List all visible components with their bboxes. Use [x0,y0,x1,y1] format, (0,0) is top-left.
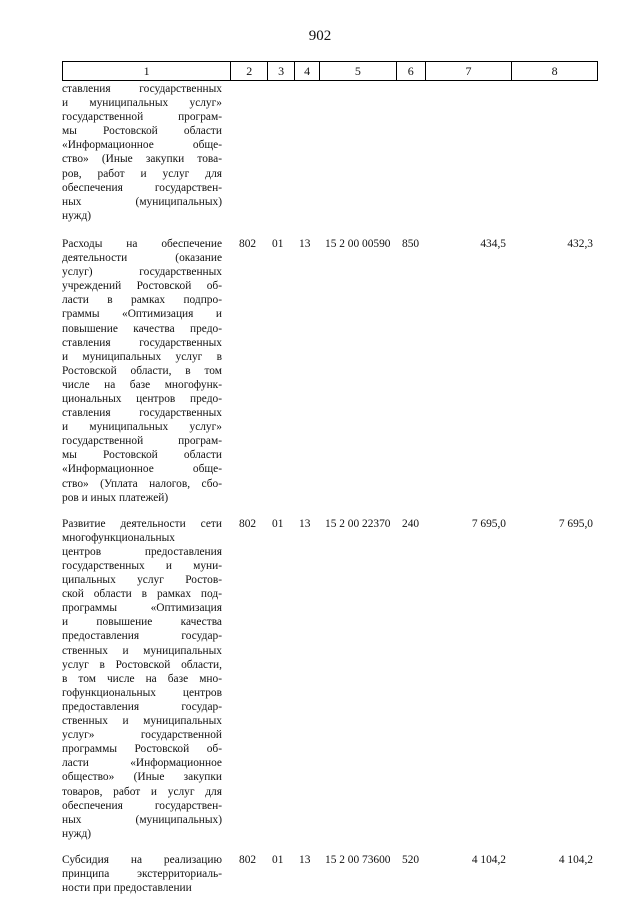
row-description [62,237,222,505]
description-line: числе на базе многофунк- [62,378,222,391]
col-5-target: 15 2 00 22370 [325,517,391,530]
description-line: ство» (Уплата налогов, сбо- [62,477,222,490]
table-row [62,237,598,505]
description-line: и повышение качества [62,616,222,629]
description-line: обеспечения государствен- [62,799,222,812]
col-2-admin: 802 [239,237,257,250]
description-line: государственной програм- [62,435,222,448]
description-line: программы «Оптимизация [62,602,222,615]
description-line: ской области в рамках под- [62,588,222,601]
description-line: ных (муниципальных) [62,195,222,208]
description-line: программы Ростовской об- [62,743,222,756]
description-line: предоставления государ- [62,630,222,643]
header-col-6: 6 [396,62,425,80]
description-line: ласти в рамках подпро- [62,294,222,307]
header-col-7: 7 [425,62,512,80]
description-line: ставления государственных [62,336,222,349]
col-3-section: 01 [272,237,284,250]
description-line: и муниципальных услуг» [62,421,222,434]
col-6-type: 850 [402,237,420,250]
table-row [62,853,598,895]
description-line: и муниципальных услуг в [62,350,222,363]
description-line: услуг в Ростовской области, [62,658,222,671]
description-line: ных (муниципальных) [62,813,222,826]
col-8-amount: 432,3 [567,237,593,250]
header-col-2: 2 [230,62,267,80]
description-line: нужд) [62,827,92,840]
description-line: мы Ростовской области [62,125,222,138]
table-row [62,517,598,841]
col-3-section: 01 [272,517,284,530]
description-line: ственных и муниципальных [62,644,222,657]
description-line: ственных и муниципальных [62,715,222,728]
description-line: товаров, работ и услуг для [62,785,222,798]
description-line: мы Ростовской области [62,449,222,462]
header-col-1: 1 [143,64,150,78]
description-line: государственных и муни- [62,560,222,572]
description-line: учреждений Ростовской об- [62,280,222,293]
description-line: циональных центров предо- [62,392,222,405]
col-3-section: 01 [272,853,284,866]
col-5-target: 15 2 00 00590 [325,237,391,250]
description-line: услуг» государственной [62,729,222,742]
description-line: Расходы на обеспечение [62,237,222,250]
col-4-subsection: 13 [299,853,311,866]
description-line: ципальных услуг Ростов- [62,574,222,587]
description-line: Ростовской области, в том [62,364,222,377]
col-2-admin: 802 [239,853,257,866]
description-line: деятельности (оказание [62,252,222,265]
description-line: ставления государственных [62,83,222,95]
description-line: ров и иных платежей) [62,491,169,504]
description-line: ласти «Информационное [62,757,222,770]
description-line: услуг) государственных [62,266,222,279]
description-line: принципа экстерриториаль- [62,867,222,880]
description-line: обеспечения государствен- [62,181,222,194]
header-col-4: 4 [294,62,319,80]
description-line: многофункциональных [62,531,175,544]
description-line: «Информационное обще- [62,463,222,476]
description-line: граммы «Оптимизация и [62,308,222,321]
description-line: гофункциональных центров [62,686,222,699]
description-line: ности при предоставлении [62,882,192,895]
description-line: нужд) [62,209,92,222]
header-col-5: 5 [319,62,396,80]
description-line: повышение качества предо- [62,322,222,335]
description-line: центров предоставления [62,545,222,558]
col-7-amount: 4 104,2 [471,853,506,866]
description-line: ство» (Иные закупки това- [62,153,222,166]
description-line: предоставления государ- [62,700,222,713]
header-col-3: 3 [267,62,294,80]
description-line: государственной програм- [62,111,222,124]
col-2-admin: 802 [239,517,257,530]
description-line: «Информационное обще- [62,139,222,152]
page-number: 902 [308,28,332,44]
description-line: и муниципальных услуг» [62,97,222,110]
col-6-type: 240 [402,517,420,530]
col-8-amount: 7 695,0 [558,517,593,530]
col-4-subsection: 13 [299,517,311,530]
col-4-subsection: 13 [299,237,311,250]
description-line: Развитие деятельности сети [62,517,222,530]
description-line: ставления государственных [62,407,222,420]
table-body [62,82,598,895]
row-description [62,853,222,895]
table-header [62,61,598,81]
description-line: Субсидия на реализацию [62,853,222,866]
col-7-amount: 434,5 [480,237,506,250]
table-row [62,82,598,223]
header-col-8: 8 [511,62,597,80]
row-description [62,517,222,841]
description-line: общество» (Иные закупки [62,771,222,784]
col-8-amount: 4 104,2 [558,853,593,866]
col-6-type: 520 [402,853,420,866]
col-7-amount: 7 695,0 [471,517,506,530]
description-line: ров, работ и услуг для [62,167,222,180]
description-line: в том числе на базе мно- [62,672,222,685]
col-5-target: 15 2 00 73600 [325,853,391,866]
row-description [62,82,222,223]
